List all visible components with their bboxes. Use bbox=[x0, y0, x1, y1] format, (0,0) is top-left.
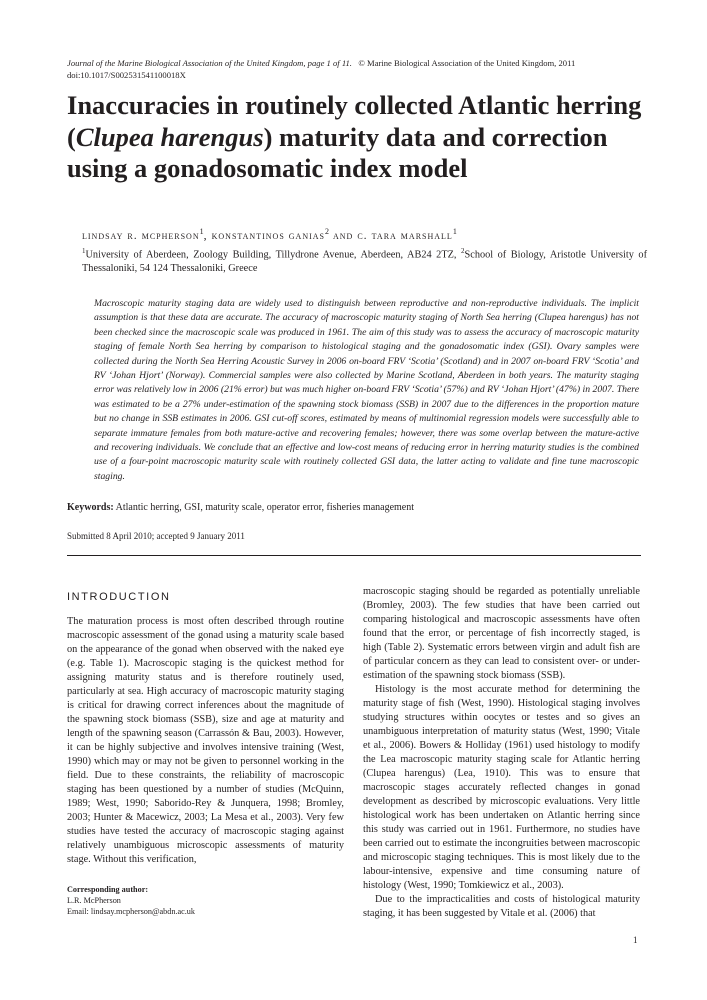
author-affiliation-mark: 2 bbox=[324, 227, 329, 236]
copyright-notice: © Marine Biological Association of the United Kingdom, 2011 bbox=[358, 58, 576, 68]
author-affiliation-mark: 1 bbox=[452, 227, 457, 236]
keywords bbox=[67, 501, 414, 514]
section-heading: INTRODUCTION bbox=[67, 591, 171, 603]
body-column-left bbox=[67, 615, 344, 867]
corresponding-author-email[interactable]: Email: lindsay.mcpherson@abdn.ac.uk bbox=[67, 907, 195, 916]
author-list bbox=[82, 225, 457, 242]
author-name: c. tara marshall bbox=[357, 228, 453, 242]
affiliation-text: School of Biology, Aristotle University of Thessaloniki, 54 124 Thessaloniki, Greece bbox=[82, 249, 647, 275]
corresponding-author bbox=[67, 884, 195, 917]
author-separator: and bbox=[328, 228, 358, 242]
affiliation-mark: 2 bbox=[461, 247, 465, 255]
title-part-1: Inaccuracies in routinely collected Atlantic herring ( bbox=[67, 90, 642, 152]
body-paragraph: macroscopic staging should be regarded as potentially unreliable (Bromley, 2003). The few studies that have been carried out comparing histological and macroscopic assessments have often found that the error, or percentage of fish incorrectly staged, is high (Table 2). Systematic errors between virgin and adult fish are of particular concern as they can lead to consistent over- or under-estimation of the spawning stock biomass (SSB). bbox=[363, 586, 640, 681]
author-affiliation-mark: 1 bbox=[199, 227, 204, 236]
title-species: Clupea harengus bbox=[75, 121, 264, 152]
affiliation-text: University of Aberdeen, Zoology Building, Tillydrone Avenue, Aberdeen, AB24 2TZ, bbox=[85, 249, 462, 261]
abstract: Macroscopic maturity staging data are widely used to distinguish between reproductive and non-reproductive individuals. The implicit assumption is that these data are accurate. The accuracy of macroscopic maturity staging of North Sea herring (Clupea harengus) has not been checked since the macroscopic scale was produced in 1961. The aim of this study was to assess the accuracy of macroscopic maturity staging of female North Sea herring by comparison to histological staging and the gonadosomatic index (GSI). Ovary samples were collected during the North Sea Herring Acoustic Survey in 2006 on-board FRV ‘Scotia’ (Scotland) and in 2007 on-board FRV ‘Scotia’ and RV ‘Johan Hjort’ (Norway). Commercial samples were also collected by Marine Scotland, Aberdeen in both years. The maturity staging error was relatively low in 2006 (21% error) but was much higher on-board FRV ‘Scotia’ (57%) and RV ‘Johan Hjort’ (47%) in 2007. There was estimated to be a 27% under-estimation of the spawning stock biomass (SSB) in 2007 due to the differences in the proportion mature but no change in SSB estimates in 2006. GSI cut-off scores, estimated by means of multinomial regression models were successfully able to separate immature females from both mature-active and recovering females; however, there was some overlap between the mature-active and recovering individuals. We conclude that an effective and low-cost means of reducing error in herring maturity studies is the combined use of a four-point macroscopic maturity scale with routinely collected GSI data, the latter acting to validate and fine tune macroscopic staging. bbox=[94, 298, 639, 482]
article-title bbox=[67, 90, 647, 185]
body-paragraph: Due to the impracticalities and costs of histological maturity staging, it has been suggested by Vitale et al. (2006) that bbox=[363, 894, 640, 919]
page-number: 1 bbox=[633, 935, 638, 945]
corresponding-author-name: L.R. McPherson bbox=[67, 896, 121, 905]
corresponding-author-label: Corresponding author: bbox=[67, 885, 149, 894]
affiliations bbox=[82, 244, 647, 276]
section-divider bbox=[67, 555, 641, 556]
body-paragraph: Histology is the most accurate method for determining the maturity stage of fish (West, 1990). Histological staging involves studying structures within oocytes or testes and so gives an unambiguous interpretation of maturity status (West, 1990; Vitale et al., 2006). Bowers & Holliday (1961) used histology to modify the Lea macroscopic maturity staging scale for Atlantic herring (Clupea harengus) (Lea, 1910). This was to ensure that macroscopic stages accurately reflected changes in gonad development as described by microscopic evaluations. Very little histological work has been undertaken on Atlantic herring since this study was carried out in 1961. Furthermore, no studies have been carried out to estimate the incongruities between macroscopic and microscopic staging techniques. This is most likely due to the labour-intensive, expensive and time consuming nature of histology (West, 1990; Tomkiewicz et al., 2003). bbox=[363, 684, 640, 891]
doi[interactable]: doi:10.1017/S002531541100018X bbox=[67, 70, 186, 80]
journal-citation-text: Journal of the Marine Biological Association of the United Kingdom, page 1 of 11. bbox=[67, 58, 352, 68]
body-column-right bbox=[363, 585, 640, 921]
journal-citation bbox=[67, 57, 647, 69]
author-separator: , bbox=[203, 228, 212, 242]
submission-dates: Submitted 8 April 2010; accepted 9 January 2011 bbox=[67, 531, 245, 541]
title-part-2: ) maturity data and correction using a gonadosomatic index model bbox=[67, 121, 608, 183]
author-name: konstantinos ganias bbox=[211, 228, 325, 242]
keywords-list: Atlantic herring, GSI, maturity scale, operator error, fisheries management bbox=[115, 502, 415, 513]
keywords-label: Keywords: bbox=[67, 502, 114, 513]
affiliation-mark: 1 bbox=[82, 247, 86, 255]
author-name: lindsay r. mcpherson bbox=[82, 228, 200, 242]
body-paragraph: The maturation process is most often described through routine macroscopic assessment of the gonad using a maturity scale based on the appearance of the gonad when observed with the naked eye (e.g. Table 1). Macroscopic staging is the quickest method for assigning maturity status and is therefore routinely used, particularly at sea. High accuracy of macroscopic maturity staging is critical for drawing correct inferences about the magnitude of the spawning stock biomass (SSB), size and age at maturity and length of the spawning season (Carrassón & Bau, 2003). However, it can be highly subjective and involves intensive training (West, 1990) which may or may not be given to personnel working in the field. Due to these constraints, the reliability of macroscopic staging has been questioned by a number of studies (McQuinn, 1989; West, 1990; Saborido-Rey & Junquera, 1998; Bromley, 2003; Hunter & Macewicz, 2003; La Mesa et al., 2003). Very few studies have tested the accuracy of macroscopic staging against relatively unambiguous microscopic assessments of maturity stage. Without this verification, bbox=[67, 616, 344, 865]
